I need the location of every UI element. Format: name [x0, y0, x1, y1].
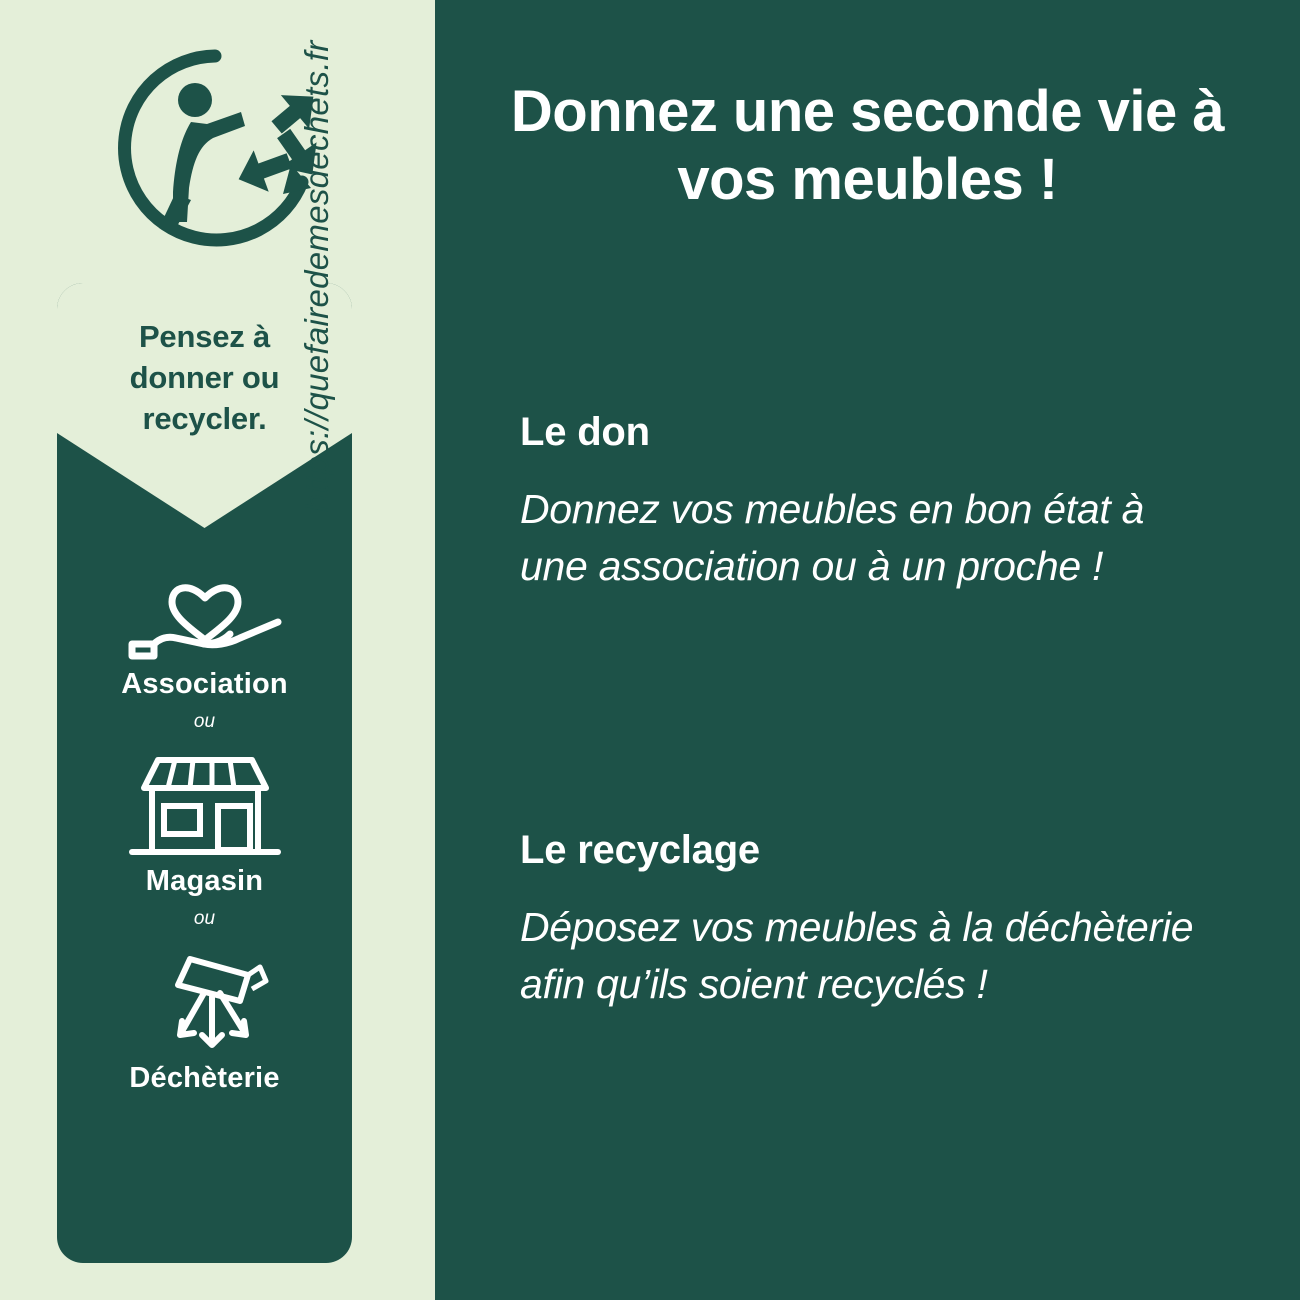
section-le-recyclage — [520, 828, 1220, 1012]
section-body-le-recyclage: Déposez vos meubles à la déchèterie afin qu’ils soient recyclés ! — [520, 904, 1194, 1007]
left-panel — [0, 0, 435, 1300]
options-list — [57, 548, 352, 1099]
website-url[interactable]: https://quefairedemesdechets.fr — [298, 40, 335, 512]
section-body-le-don: Donnez vos meubles en bon état à une association ou à un proche ! — [520, 486, 1145, 589]
banner-line-1: Pensez à — [138, 319, 271, 354]
separator-2: ou — [193, 908, 216, 929]
option-association — [57, 548, 352, 701]
section-title-le-don: Le don — [520, 410, 650, 454]
heart-in-hand-icon — [57, 548, 352, 666]
page-title: Donnez une seconde vie à vos meubles ! — [510, 79, 1225, 212]
option-label-dechterie: Déchèterie — [129, 1062, 280, 1094]
banner-line-3: recycler. — [142, 400, 267, 436]
separator-1: ou — [193, 711, 216, 732]
recycling-center-icon — [57, 942, 352, 1060]
option-dechterie — [57, 942, 352, 1095]
shop-icon — [57, 745, 352, 863]
section-title-le-recyclage: Le recyclage — [520, 828, 760, 872]
right-panel — [435, 0, 1300, 1300]
option-label-association: Association — [121, 668, 288, 700]
option-magasin — [57, 745, 352, 898]
section-le-don — [520, 410, 1220, 594]
option-label-magasin: Magasin — [145, 865, 264, 897]
banner-line-2: donner ou — [129, 359, 280, 395]
